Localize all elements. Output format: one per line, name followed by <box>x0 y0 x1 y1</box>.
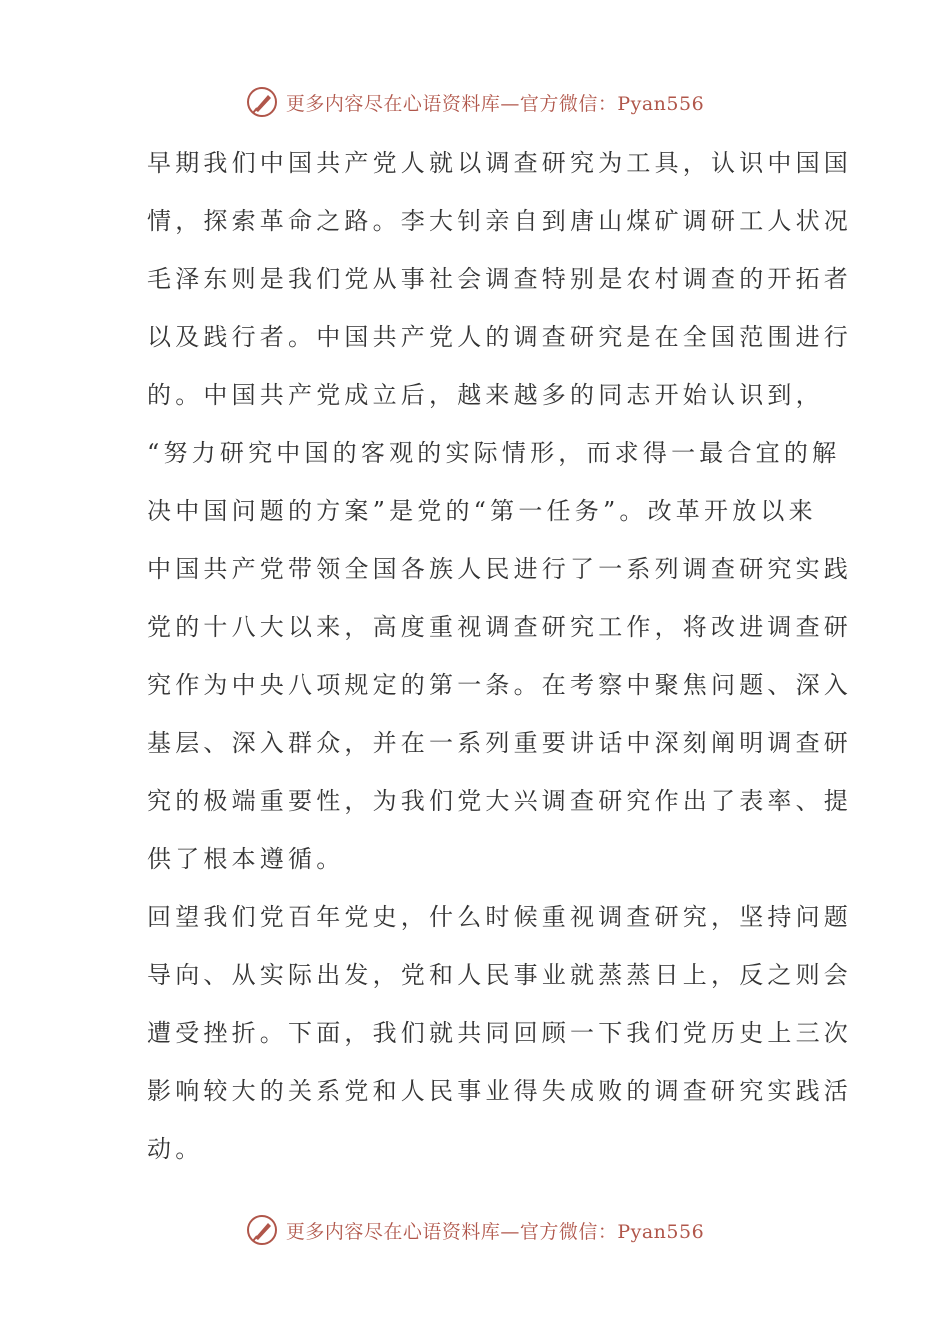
quill-pen-logo-icon <box>246 86 278 118</box>
text-line: “努力研究中国的客观的实际情形，而求得一最合宜的解 <box>147 439 841 467</box>
text-line: 中国共产党带领全国各族人民进行了一系列调查研究实践 <box>147 555 852 583</box>
text-line: 早期我们中国共产党人就以调查研究为工具，认识中国国 <box>147 149 852 177</box>
text-line: 情，探索革命之路。李大钊亲自到唐山煤矿调研工人状况 <box>147 207 852 235</box>
text-line: 的。中国共产党成立后，越来越多的同志开始认识到， <box>147 381 824 409</box>
text-line: 遭受挫折。下面，我们就共同回顾一下我们党历史上三次 <box>147 1019 852 1047</box>
text-line: 导向、从实际出发，党和人民事业就蒸蒸日上，反之则会 <box>147 961 852 989</box>
text-line: 决中国问题的方案”是党的“第一任务”。改革开放以来 <box>147 497 817 525</box>
text-line: 动。 <box>147 1135 204 1163</box>
header-banner-text: 更多内容尽在心语资料库—官方微信：Pyan556 <box>285 92 705 115</box>
page-header <box>0 84 950 120</box>
footer-banner-text: 更多内容尽在心语资料库—官方微信：Pyan556 <box>285 1220 705 1243</box>
text-line: 毛泽东则是我们党从事社会调查特别是农村调查的开拓者 <box>147 265 852 293</box>
text-line: 基层、深入群众，并在一系列重要讲话中深刻阐明调查研 <box>147 729 852 757</box>
document-body <box>147 134 852 1178</box>
text-line: 党的十八大以来，高度重视调查研究工作，将改进调查研 <box>147 613 852 641</box>
text-line: 影响较大的关系党和人民事业得失成败的调查研究实践活 <box>147 1077 852 1105</box>
text-line: 供了根本遵循。 <box>147 845 345 873</box>
quill-pen-logo-icon <box>246 1214 278 1246</box>
text-line: 回望我们党百年党史，什么时候重视调查研究，坚持问题 <box>147 903 852 931</box>
page-footer <box>0 1212 950 1248</box>
text-line: 究的极端重要性，为我们党大兴调查研究作出了表率、提 <box>147 787 852 815</box>
text-line: 以及践行者。中国共产党人的调查研究是在全国范围进行 <box>147 323 852 351</box>
text-line: 究作为中央八项规定的第一条。在考察中聚焦问题、深入 <box>147 671 852 699</box>
